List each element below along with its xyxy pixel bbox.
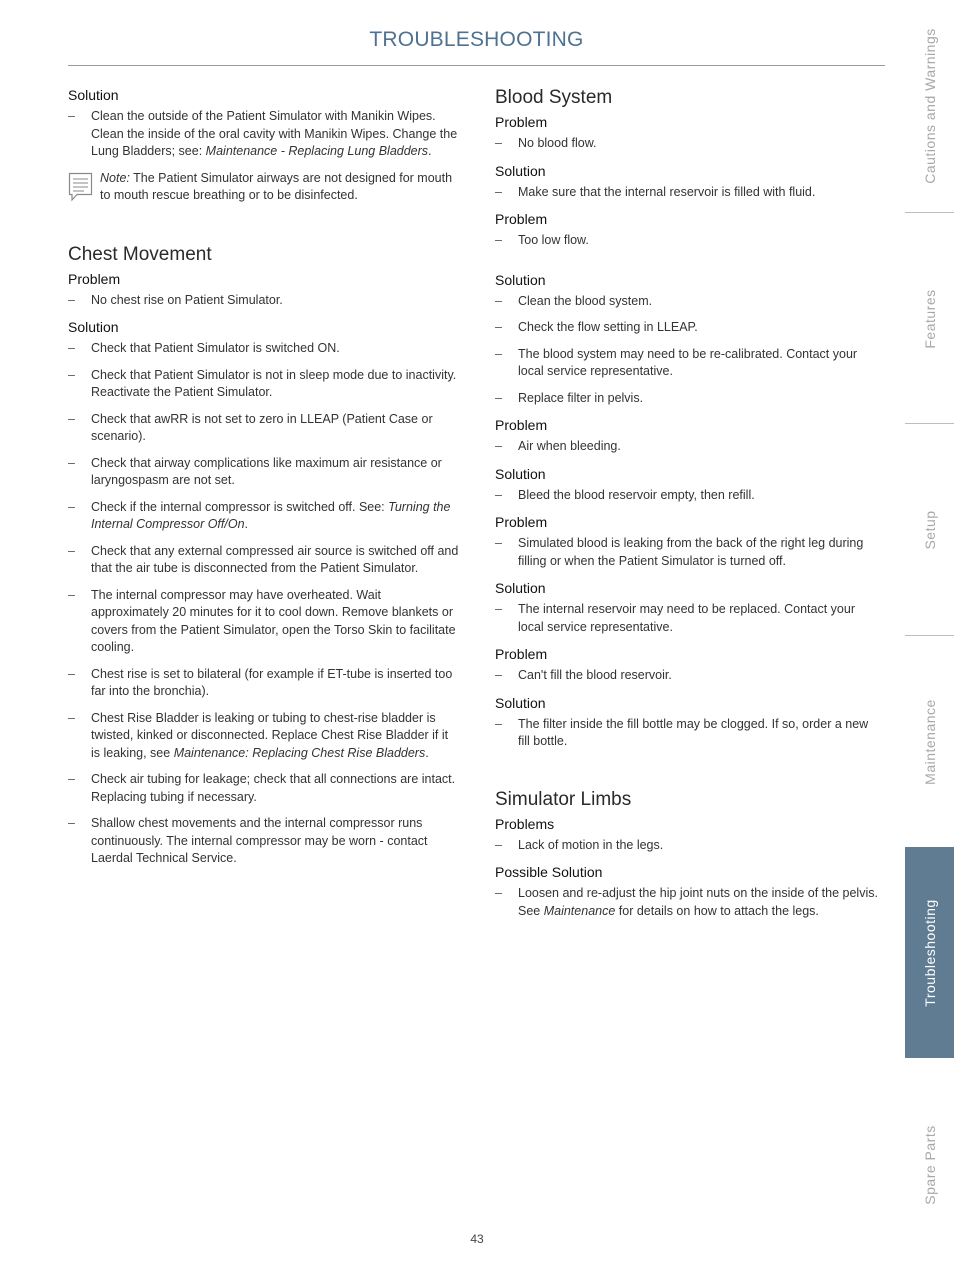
list-item xyxy=(68,455,460,490)
item-text: Loosen and re-adjust the hip joint nuts on the inside of the pelvis. See xyxy=(518,886,878,918)
blood-problem-list xyxy=(495,232,880,250)
item-text: The filter inside the fill bottle may be clogged. If so, order a new fill bottle. xyxy=(518,716,869,748)
right-column xyxy=(495,86,880,929)
dash-bullet: – xyxy=(495,602,502,616)
blood-problem-list xyxy=(495,667,880,685)
blood-problem-label: Problem xyxy=(495,211,548,227)
list-item xyxy=(495,346,880,381)
item-text: Check that Patient Simulator is not in sleep mode due to inactivity. Reactivate the Patient Simulator. xyxy=(91,367,457,399)
dash-bullet: – xyxy=(495,136,502,150)
item-text-end: . xyxy=(244,517,249,531)
chest-solution-label: Solution xyxy=(68,319,119,335)
chest-problem-label: Problem xyxy=(68,270,121,287)
list-item xyxy=(495,837,880,855)
list-item xyxy=(68,666,460,701)
blood-solution-list xyxy=(495,184,880,202)
item-text: Check that any external compressed air source is switched off and that the air tube is disconnected from the Patient Simulator. xyxy=(91,543,459,575)
item-text: Lack of motion in the legs. xyxy=(518,837,664,852)
list-item xyxy=(495,716,880,751)
item-text: The blood system may need to be re-calibrated. Contact your local service representative. xyxy=(518,346,858,378)
list-item xyxy=(495,319,880,337)
list-item xyxy=(68,771,460,806)
tab-label: Maintenance xyxy=(921,699,938,785)
blood-problem-label: Problem xyxy=(495,114,548,130)
dash-bullet: – xyxy=(495,439,502,453)
title-divider xyxy=(68,65,885,66)
list-item xyxy=(495,535,880,570)
blood-problem-list xyxy=(495,135,880,153)
section-tabs-sidebar xyxy=(905,0,954,1272)
dash-bullet: – xyxy=(495,184,502,199)
list-item xyxy=(68,543,460,578)
dash-bullet: – xyxy=(495,837,502,852)
blood-problem-list xyxy=(495,438,880,456)
dash-bullet: – xyxy=(495,536,502,550)
item-text: Check air tubing for leakage; check that all connections are intact. Replacing tubing if necessary. xyxy=(91,772,456,804)
item-text: Check if the internal compressor is switched off. See: xyxy=(91,499,389,514)
item-text-end: . xyxy=(425,745,429,760)
item-text: The internal reservoir may need to be replaced. Contact your local service representative. xyxy=(518,602,855,634)
item-text: No chest rise on Patient Simulator. xyxy=(91,292,283,307)
dash-bullet: – xyxy=(68,666,75,681)
tab-label: Cautions and Warnings xyxy=(921,28,938,184)
chest-movement-title: Chest Movement xyxy=(68,243,212,265)
list-item xyxy=(68,710,460,763)
blood-solution-label: Solution xyxy=(495,580,546,596)
dash-bullet: – xyxy=(68,772,75,786)
item-text: Clean the blood system. xyxy=(518,293,653,308)
item-text: Bleed the blood reservoir empty, then refill. xyxy=(518,487,755,502)
solution-label: Solution xyxy=(68,87,119,103)
dash-bullet: – xyxy=(495,346,502,361)
blood-problem-label: Problem xyxy=(495,646,548,662)
dash-bullet: – xyxy=(495,233,502,247)
list-item xyxy=(68,815,460,868)
dash-bullet: – xyxy=(68,292,75,307)
item-reference: Maintenance xyxy=(543,903,616,918)
item-text: The internal compressor may have overheated. Wait approximately 20 minutes for it to cool down. Remove blankets or covers from the Patient Simulator, open the Torso Skin to facilitate cooling. xyxy=(91,587,456,654)
dash-bullet: – xyxy=(68,587,75,602)
tab-troubleshooting[interactable] xyxy=(905,847,954,1058)
chest-solution-list xyxy=(68,340,460,868)
item-text-end: . xyxy=(428,144,432,158)
list-item xyxy=(495,184,880,202)
blood-problem-label: Problem xyxy=(495,417,548,433)
dash-bullet: – xyxy=(495,390,502,405)
list-item xyxy=(68,340,460,358)
dash-bullet: – xyxy=(68,710,75,725)
tab-label: Setup xyxy=(921,510,938,550)
list-item xyxy=(495,293,880,311)
item-text: Replace filter in pelvis. xyxy=(518,390,644,405)
item-text: Check the flow setting in LLEAP. xyxy=(518,320,698,334)
item-text: Chest Rise Bladder is leaking or tubing to chest-rise bladder is twisted, kinked or disconnected. Replace Chest Rise Bladder if it is leaking, see xyxy=(91,710,449,760)
item-reference: Maintenance: Replacing Chest Rise Bladders xyxy=(173,745,426,760)
blood-solution-label: Solution xyxy=(495,465,546,482)
page-number: 43 xyxy=(470,1232,484,1246)
note-box xyxy=(68,170,460,205)
tab-label: Spare Parts xyxy=(921,1125,938,1205)
item-text: Check that Patient Simulator is switched ON. xyxy=(91,341,340,355)
limbs-problem-label: Problems xyxy=(495,815,555,832)
dash-bullet: – xyxy=(68,367,75,382)
airway-solution-list xyxy=(68,108,460,161)
tab-label: Troubleshooting xyxy=(921,898,938,1007)
blood-problem-label: Problem xyxy=(495,514,548,530)
dash-bullet: – xyxy=(68,341,75,355)
limbs-solution-list xyxy=(495,885,880,920)
tab-setup[interactable] xyxy=(905,423,954,636)
blood-problem-list xyxy=(495,535,880,570)
list-item xyxy=(68,367,460,402)
list-item xyxy=(495,601,880,636)
tab-features[interactable] xyxy=(905,212,954,424)
item-text: Simulated blood is leaking from the back of the right leg during filling or when the Patient Simulator is turned off. xyxy=(518,536,864,568)
dash-bullet: – xyxy=(68,499,75,514)
list-item xyxy=(68,108,460,161)
limbs-solution-label: Possible Solution xyxy=(495,864,603,880)
item-text: Clean the outside of the Patient Simulator with Manikin Wipes. Clean the inside of the oral cavity with Manikin Wipes. Change the Lung Bladders; see: xyxy=(91,109,458,158)
blood-solution-label: Solution xyxy=(495,162,546,179)
item-text: Too low flow. xyxy=(518,233,589,247)
list-item xyxy=(495,232,880,250)
dash-bullet: – xyxy=(495,320,502,334)
blood-solution-list xyxy=(495,716,880,751)
dash-bullet: – xyxy=(495,293,502,308)
page-title: TROUBLESHOOTING xyxy=(369,28,584,51)
list-item xyxy=(68,411,460,446)
item-text: Check that awRR is not set to zero in LLEAP (Patient Case or scenario). xyxy=(91,411,433,443)
item-text-end: for details on how to attach the legs. xyxy=(615,903,819,918)
blood-solution-label: Solution xyxy=(495,271,546,288)
blood-solution-label: Solution xyxy=(495,694,546,711)
list-item xyxy=(68,587,460,657)
item-text: Shallow chest movements and the internal compressor runs continuously. The internal compressor may be worn - contact Laerdal Technical Service. xyxy=(91,816,428,865)
dash-bullet: – xyxy=(68,109,75,123)
list-item xyxy=(495,667,880,685)
list-item xyxy=(495,390,880,408)
note-icon xyxy=(68,172,93,202)
tab-label: Features xyxy=(921,288,938,349)
item-reference: Maintenance - Replacing Lung Bladders xyxy=(205,144,429,158)
dash-bullet: – xyxy=(495,668,502,682)
list-item xyxy=(68,292,460,310)
item-reference: Turning the Internal Compressor Off/On xyxy=(91,499,451,531)
simulator-limbs-title: Simulator Limbs xyxy=(495,788,632,810)
item-text: Can't fill the blood reservoir. xyxy=(518,668,672,682)
list-item xyxy=(495,487,880,505)
blood-solution-list xyxy=(495,601,880,636)
dash-bullet: – xyxy=(68,816,75,830)
blood-solution-list xyxy=(495,293,880,408)
blood-system-title: Blood System xyxy=(495,87,613,108)
note-text: The Patient Simulator airways are not designed for mouth to mouth rescue breathing or to be disinfected. xyxy=(100,170,453,202)
limbs-problem-list xyxy=(495,837,880,855)
item-text: Make sure that the internal reservoir is filled with fluid. xyxy=(518,184,816,199)
list-item xyxy=(495,885,880,920)
dash-bullet: – xyxy=(495,716,502,731)
dash-bullet: – xyxy=(68,411,75,426)
list-item xyxy=(68,499,460,534)
dash-bullet: – xyxy=(68,543,75,558)
tab-maintenance[interactable] xyxy=(905,635,954,848)
blood-solution-list xyxy=(495,487,880,505)
left-column xyxy=(68,86,460,877)
item-text: Chest rise is set to bilateral (for example if ET-tube is inserted too far into the bronchia). xyxy=(91,666,453,698)
note-label: Note: xyxy=(100,170,130,185)
list-item xyxy=(495,438,880,456)
item-text: No blood flow. xyxy=(518,136,597,150)
item-text: Check that airway complications like maximum air resistance or laryngospasm are not set. xyxy=(91,455,442,487)
list-item xyxy=(495,135,880,153)
dash-bullet: – xyxy=(495,487,502,502)
chest-problem-list xyxy=(68,292,460,310)
dash-bullet: – xyxy=(68,455,75,470)
dash-bullet: – xyxy=(495,886,502,900)
item-text: Air when bleeding. xyxy=(518,439,621,453)
tab-cautions-and-warnings[interactable] xyxy=(905,0,954,212)
